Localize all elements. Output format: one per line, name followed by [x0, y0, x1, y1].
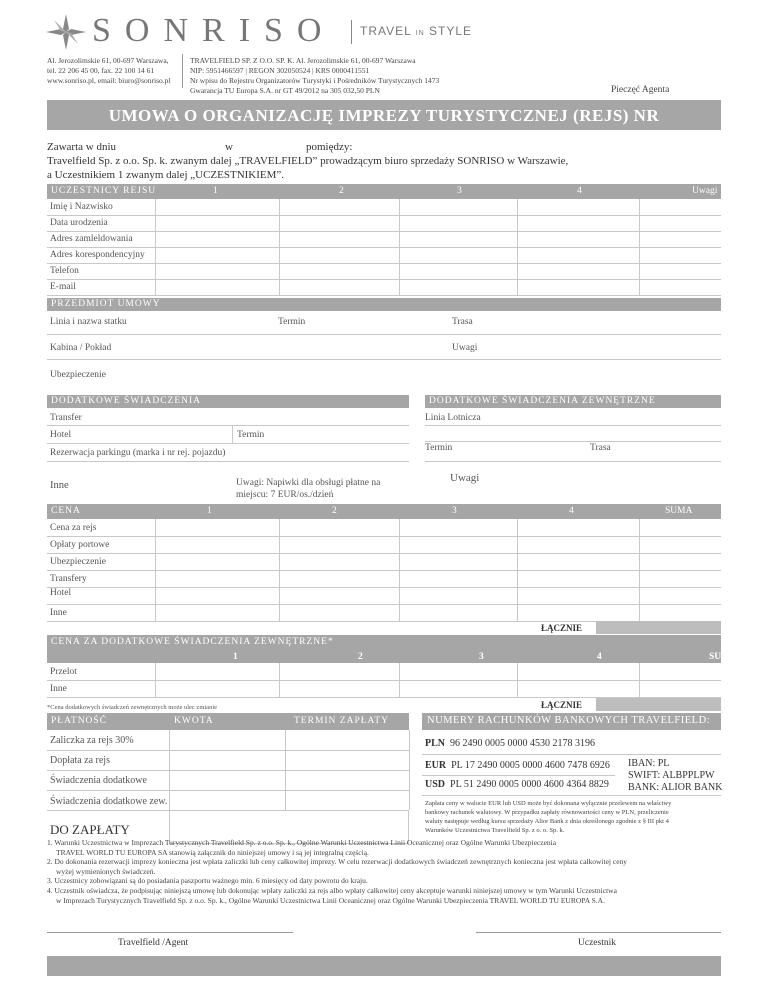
- row-label: Opłaty portowe: [50, 540, 110, 550]
- logo: [46, 12, 606, 52]
- price-ext-note: *Cena dodatkowych świadczeń zewnętrznych może ulec zmianie: [47, 704, 218, 711]
- row-label: Data urodzenia: [50, 218, 108, 228]
- price-table: [47, 519, 721, 621]
- left-address: Al. Jerozolimskie 61, 00-697 Warszawa, tel. 22 206 45 00, fax. 22 100 14 61 www.sonriso.pl, email: biuro@sonriso.pl: [47, 56, 171, 85]
- price-total-box: [596, 621, 721, 634]
- logo-wordmark: SONRISO: [92, 12, 336, 49]
- extra-ext-header: DODATKOWE ŚWIADCZENIA ZEWNĘTRZNE: [425, 395, 721, 408]
- row-label: Dopłata za rejs: [50, 755, 110, 766]
- price-ext-total-box: [596, 698, 721, 711]
- bank-header: NUMERY RACHUNKÓW BANKOWYCH TRAVELFIELD:: [422, 713, 721, 730]
- company-info: TRAVELFIELD SP. Z O.O. SP. K. Al. Jerozolimskie 61, 00-697 Warszawa NIP: 5951466597 | REGON 302050524 | KRS 0000411551 Nr wpisu do Rejestru Organizatorów Turystyki i Pośredników Turystycznych 1473 Gwarancja TU Europa S.A. nr GT 49/2012 na 305 032,50 PLN: [190, 56, 440, 95]
- stamp-label: Pieczęć Agenta: [611, 85, 670, 95]
- row-label: Ubezpieczenie: [50, 557, 106, 567]
- bank-note: Zapłata ceny w walucie EUR lub USD może być dokonana wyłącznie przelewem na właściwy bankowy rachunek walutowy. W przypadku zapłaty równowartości ceny w PLN, przeliczenie waluty następuje według kursu sprzedaży Alior Bank z dnia określonego zgodnie z § III pkt 4 Warunków Uczestnictwa Travelfield Sp. z o. o. Sp. k.: [425, 800, 672, 834]
- address-divider: [182, 54, 183, 88]
- intro-between: pomiędzy:: [306, 141, 353, 153]
- bank-account-pln: PLN 96 2490 0005 0000 4530 2178 3196: [425, 738, 595, 749]
- subject-section: Linia i nazwa statku Termin Trasa Kabina / Pokład Uwagi Ubezpieczenie: [47, 311, 721, 391]
- compass-star-icon: [46, 14, 86, 50]
- row-label: Imię i Nazwisko: [50, 202, 113, 212]
- row-label: Przelot: [50, 667, 77, 677]
- row-label: Telefon: [50, 266, 79, 276]
- to-pay-label: DO ZAPŁATY: [50, 822, 130, 837]
- signature-label-left: Travelfield /Agent: [118, 938, 189, 948]
- row-label: Świadczenia dodatkowe zew.: [50, 796, 168, 807]
- bank-account-usd: USD PL 51 2490 0005 0000 4600 4364 8829: [425, 779, 609, 790]
- row-label: Inne: [50, 684, 67, 694]
- row-label: Adres korespondencyjny: [50, 250, 145, 260]
- price-total-label: ŁĄCZNIE: [541, 623, 583, 633]
- intro-concluded: Zawarta w dniu: [47, 141, 117, 153]
- signature-line-right: [476, 932, 721, 933]
- intro-line2: Travelfield Sp. z o.o. Sp. k. zwanym dalej „TRAVELFIELD” prowadzącym biuro sprzedaży SONRISO w Warszawie,: [47, 155, 569, 167]
- row-label: Świadczenia dodatkowe: [50, 775, 147, 786]
- row-label: E-mail: [50, 282, 76, 292]
- signature-label-right: Uczestnik: [578, 938, 616, 948]
- participants-table: [47, 199, 721, 295]
- signature-line-left: [47, 932, 293, 933]
- terms-list: 1. Warunki Uczestnictwa w Imprezach Turystycznych Travelfield Sp. z o.o. Sp. k., Ogólne Warunki Uczestnictwa Linii Oceanicznej oraz Ogólne Warunki Ubezpieczenia TRAVEL WORLD TU EUROPA SA stanowią załącznik do niniejszej umowy i są jej integralną częścią. 2. Do dokonania rezerwacji imprezy konieczna jest wpłata zaliczki lub ceny całkowitej imprezy. W celu rezerwacji dodatkowych świadczeń zewnętrznych konieczna jest wpłata całkowitej ceny wyżej wymienionych świadczeń. 3. Uczestnicy zobowiązani są do posiadania paszportu ważnego min. 6 miesięcy od daty powrotu do kraju. 4. Uczestnik oświadcza, że podpisując niniejszą umowę lub dokonując wpłaty zaliczki za rejs albo wpłaty całkowitej ceny akceptuje warunki niniejszej umowy w tym Warunki Uczestnictwa w Imprezach Turystycznych Travelfield Sp. z o.o. Sp. k., Ogólne Warunki Uczestnictwa Linii Oceanicznej oraz Ogólne Warunki Ubezpieczenia TRAVEL WORLD TU EUROPA S.A.: [47, 838, 628, 905]
- participants-header: UCZESTNICY REJSU 1 2 3 4 Uwagi: [47, 184, 721, 199]
- payment-header: PŁATNOŚĆ KWOTA TERMIN ZAPŁATY: [47, 713, 409, 730]
- page-title: UMOWA O ORGANIZACJĘ IMPREZY TURYSTYCZNEJ (REJS) NR: [108, 106, 660, 125]
- extra-header: DODATKOWE ŚWIADCZENIA: [47, 395, 409, 408]
- bank-swift-info: IBAN: PL SWIFT: ALBPPLPW BANK: ALIOR BANK: [628, 758, 723, 793]
- row-label: Cena za rejs: [50, 523, 97, 533]
- row-label: Zaliczka za rejs 30%: [50, 735, 134, 746]
- bank-account-eur: EUR PL 17 2490 0005 0000 4600 7478 6926: [425, 760, 610, 771]
- payment-table: [47, 730, 409, 854]
- intro-line3: a Uczestnikiem 1 zwanym dalej „UCZESTNIKIEM”.: [47, 169, 285, 181]
- logo-divider: [351, 20, 352, 44]
- intro-in: w: [225, 141, 233, 153]
- row-label: Inne: [50, 608, 67, 618]
- subject-header: PRZEDMIOT UMOWY: [47, 298, 721, 311]
- price-header: CENA 1 2 3 4 SUMA: [47, 504, 721, 519]
- row-label: Hotel: [50, 588, 72, 598]
- title-bar: [47, 100, 721, 130]
- price-ext-table: [47, 663, 721, 697]
- price-ext-total-label: ŁĄCZNIE: [541, 700, 583, 710]
- row-label: Adres zamleldowania: [50, 234, 133, 244]
- price-ext-header: CENA ZA DODATKOWE ŚWIADCZENIA ZEWNĘTRZNE* 1 2 3 4 SUMA: [47, 635, 721, 663]
- footer-bar: [47, 956, 721, 976]
- row-label: Transfery: [50, 574, 87, 584]
- tagline: TRAVEL IN STYLE: [360, 24, 473, 38]
